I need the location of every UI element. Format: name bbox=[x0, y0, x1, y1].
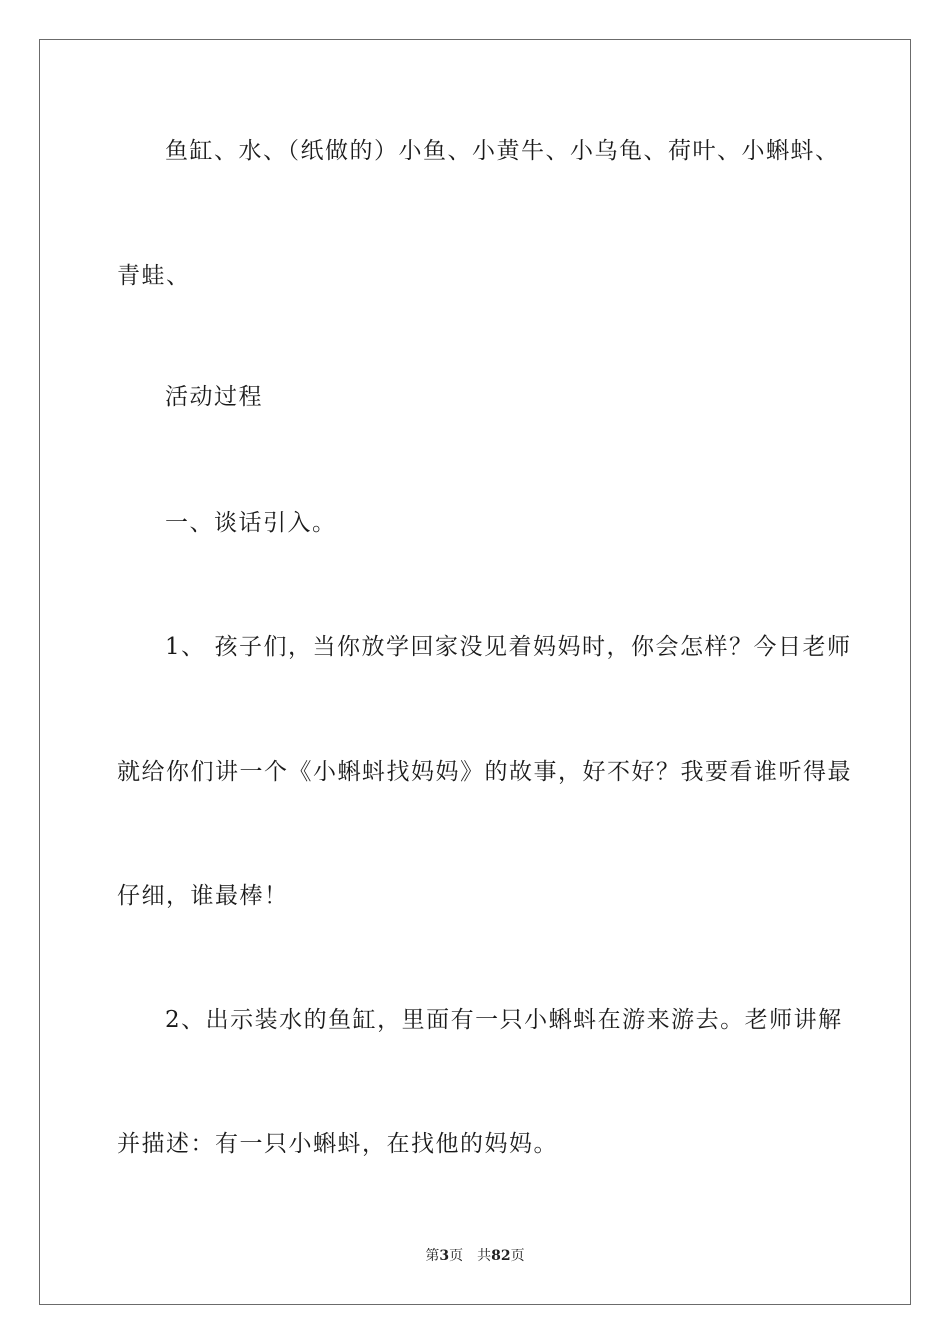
page-footer bbox=[0, 1246, 950, 1266]
text-line-2: 青蛙、 bbox=[117, 263, 191, 289]
page-border bbox=[39, 39, 911, 1305]
total-pages: 82 bbox=[491, 1248, 511, 1264]
text-line-1: 鱼缸、水、（纸做的）小鱼、小黄牛、小乌龟、荷叶、小蝌蚪、 bbox=[165, 138, 840, 164]
total-prefix: 共 bbox=[477, 1248, 492, 1264]
text-line-8: 2、出示装水的鱼缸，里面有一只小蝌蚪在游来游去。老师讲解 bbox=[165, 1007, 843, 1033]
text-line-7: 仔细，谁最棒！ bbox=[117, 883, 289, 909]
page-suffix: 页 bbox=[449, 1248, 464, 1264]
text-line-9: 并描述：有一只小蝌蚪，在找他的妈妈。 bbox=[117, 1131, 558, 1157]
total-suffix: 页 bbox=[510, 1248, 525, 1264]
subsection-heading: 一、谈话引入。 bbox=[165, 510, 337, 536]
text-line-5: 1、 孩子们，当你放学回家没见着妈妈时，你会怎样？今日老师 bbox=[165, 634, 852, 660]
page-prefix: 第 bbox=[425, 1248, 440, 1264]
page-number: 3 bbox=[439, 1248, 450, 1264]
text-line-6: 就给你们讲一个《小蝌蚪找妈妈》的故事，好不好？我要看谁听得最 bbox=[117, 759, 852, 785]
section-heading: 活动过程 bbox=[165, 384, 263, 410]
